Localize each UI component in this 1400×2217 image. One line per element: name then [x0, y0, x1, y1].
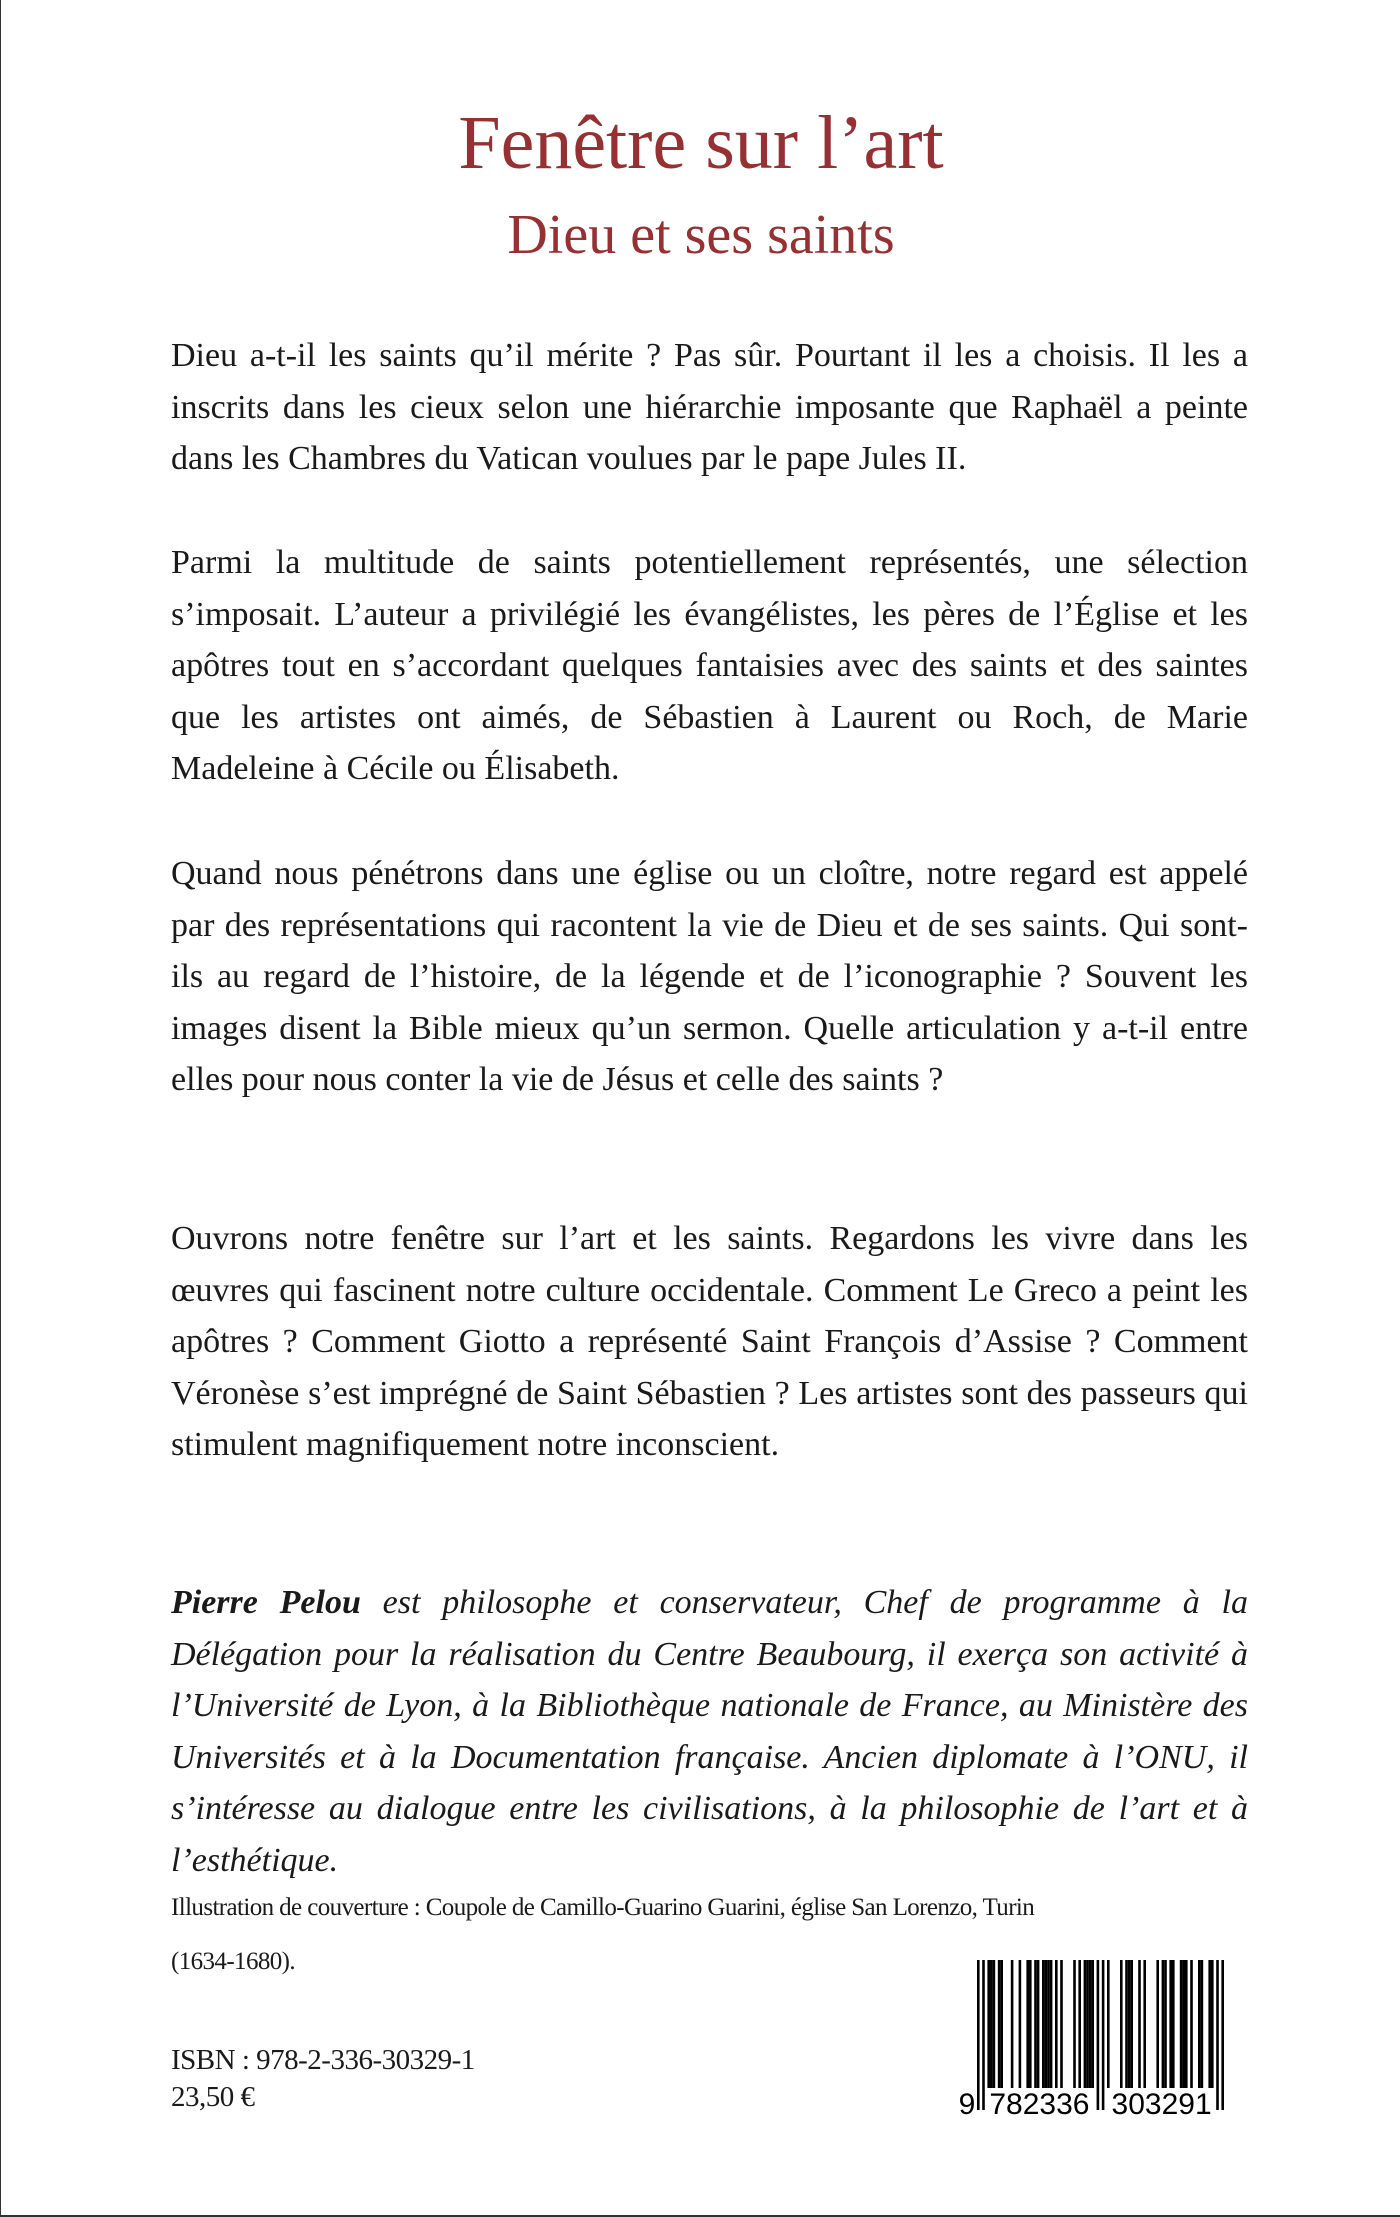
barcode-bar	[1019, 1960, 1022, 2088]
barcode-bar	[977, 1960, 980, 2110]
barcode-bar	[1185, 1960, 1188, 2088]
barcode-digits: 9	[959, 2088, 976, 2120]
barcode-bar	[1120, 1960, 1123, 2088]
barcode-bar	[982, 1960, 985, 2110]
barcode-bar	[1164, 1960, 1167, 2088]
barcode-bar	[1211, 1960, 1214, 2088]
book-subtitle: Dieu et ses saints	[507, 204, 895, 266]
barcode-digits: 782336	[989, 2088, 1090, 2120]
barcode	[959, 1960, 1249, 2120]
barcode-bar	[1128, 1960, 1131, 2088]
barcode-bar	[1029, 1960, 1032, 2088]
isbn: ISBN : 978-2-336-30329-1	[171, 2044, 475, 2076]
barcode-bar	[1047, 1960, 1050, 2088]
barcode-bar	[1089, 1960, 1092, 2088]
barcode-bar	[987, 1960, 990, 2088]
barcode-bar	[1201, 1960, 1204, 2088]
author-bio	[171, 1577, 1248, 1886]
barcode-bar	[993, 1960, 996, 2088]
author-name: Pierre Pelou	[171, 1584, 361, 1621]
barcode-bar	[1125, 1960, 1128, 2088]
barcode-bar	[1050, 1960, 1053, 2088]
barcode-bar	[1086, 1960, 1089, 2088]
barcode-bar	[1078, 1960, 1081, 2088]
barcode-bar	[1055, 1960, 1058, 2088]
barcode-bar	[1130, 1960, 1133, 2088]
book-title: Fenêtre sur l’art	[458, 101, 944, 185]
barcode-bar	[1102, 1960, 1105, 2110]
barcode-bar	[1091, 1960, 1094, 2088]
paragraph-2: Parmi la multitude de saints potentiellement représentés, une sélection s’imposait. L’auteur a privilégié les évangélistes, les pères de l’Église et les apôtres tout en s’accordant quelques fantaisies avec des saints et des saintes que les artistes ont aimés, de Sébastien à Laurent ou Roch, de Marie Madeleine à Cécile ou Élisabeth.	[171, 544, 1248, 787]
barcode-bar	[1073, 1960, 1076, 2088]
paragraph-4: Ouvrons notre fenêtre sur l’art et les saints. Regardons les vivre dans les œuvres qui fascinent notre culture occidentale. Comment Le Greco a peint les apôtres ? Comment Giotto a représenté Saint François d’Assise ? Comment Véronèse s’est imprégné de Saint Sébastien ? Les artistes sont des passeurs qui stimulent magnifiquement notre inconscient.	[171, 1220, 1248, 1463]
barcode-bar	[1169, 1960, 1172, 2088]
barcode-bar	[1026, 1960, 1029, 2088]
barcode-bar	[1208, 1960, 1211, 2088]
barcode-bar	[1172, 1960, 1175, 2088]
barcode-bar	[1198, 1960, 1201, 2088]
paragraph-1: Dieu a-t-il les saints qu’il mérite ? Pas sûr. Pourtant il les a choisis. Il les a inscrits dans les cieux selon une hiérarchie imposante que Raphaël a peinte dans les Chambres du Vatican voulues par le pape Jules II.	[171, 337, 1248, 477]
barcode-bar	[1190, 1960, 1193, 2088]
barcode-bar	[1011, 1960, 1014, 2088]
paragraph-3: Quand nous pénétrons dans une église ou un cloître, notre regard est appelé par des représentations qui racontent la vie de Dieu et de ses saints. Qui sont-ils au regard de l’histoire, de la légende et de l’iconographie ? Souvent les images disent la Bible mieux qu’un sermon. Quelle articulation y a-t-il entre elles pour nous conter la vie de Jésus et celle des saints ?	[171, 855, 1248, 1098]
barcode-bar	[1084, 1960, 1087, 2088]
cover-illustration-credit: Illustration de couverture : Coupole de Camillo-Guarino Guarini, église San Lorenzo, Turin	[171, 1894, 1035, 1921]
author-bio-text: est philosophe et conservateur, Chef de programme à la Délégation pour la réalisation du Centre Beaubourg, il exerça son activité à l’Université de Lyon, à la Bibliothèque nationale de France, au Ministère des Universités et à la Documentation française. Ancien diplomate à l’ONU, il s’intéresse au dialogue entre les civilisations, à la philosophie de l’art et à l’esthétique.	[171, 1584, 1248, 1879]
barcode-bar	[1221, 1960, 1224, 2110]
barcode-bar	[1182, 1960, 1185, 2088]
barcode-bar	[1000, 1960, 1003, 2088]
barcode-bar	[1034, 1960, 1037, 2088]
barcode-bar	[1156, 1960, 1159, 2088]
barcode-bar	[1037, 1960, 1040, 2088]
barcode-bar	[1138, 1960, 1141, 2088]
barcode-bar	[1042, 1960, 1045, 2088]
barcode-bar	[1162, 1960, 1165, 2088]
barcode-bar	[1143, 1960, 1146, 2088]
barcode-bar	[1216, 1960, 1219, 2110]
price: 23,50 €	[171, 2081, 255, 2113]
barcode-bar	[1097, 1960, 1100, 2110]
barcode-digits: 303291	[1111, 2088, 1212, 2120]
barcode-bar	[1045, 1960, 1048, 2088]
barcode-bar	[1180, 1960, 1183, 2088]
barcode-bar	[1060, 1960, 1063, 2088]
barcode-bar	[1107, 1960, 1110, 2088]
cover-illustration-dates: (1634-1680).	[171, 1948, 296, 1975]
barcode-bar	[990, 1960, 993, 2088]
barcode-bar	[998, 1960, 1001, 2088]
